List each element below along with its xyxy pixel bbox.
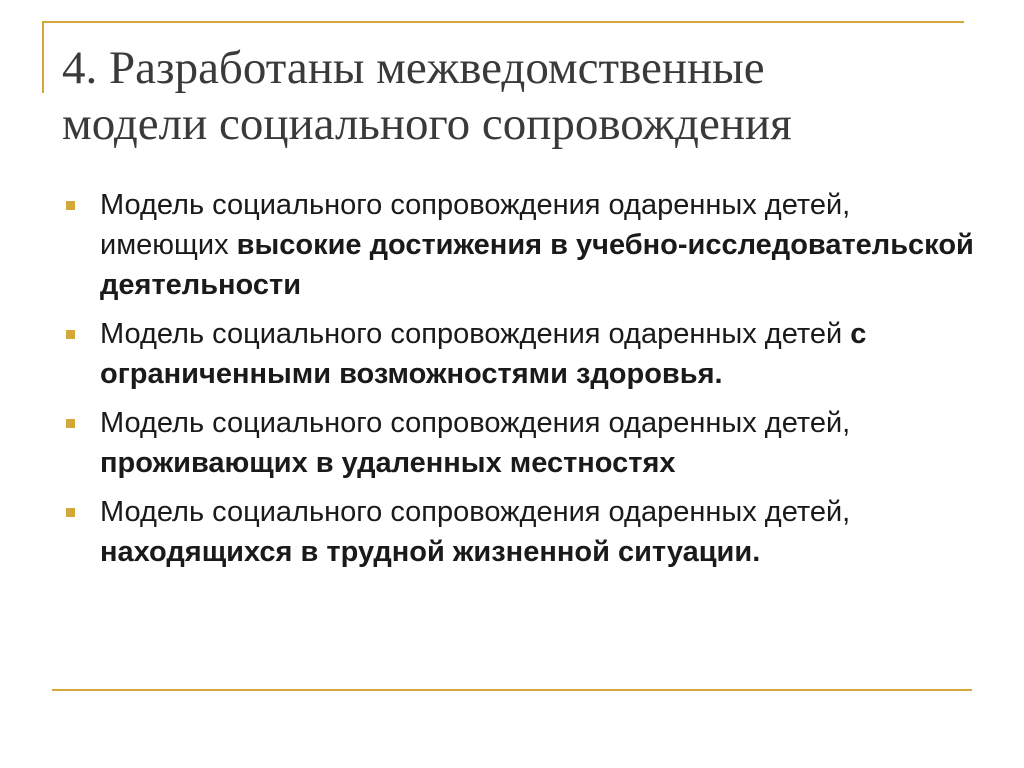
bullet-plain-text: Модель социального сопровождения одаренных детей, <box>100 496 851 528</box>
left-rule <box>42 21 44 93</box>
bullet-text <box>100 318 866 390</box>
bullet-bold-text: находящихся в трудной жизненной ситуации. <box>100 536 761 568</box>
bullet-item-3 <box>62 403 982 483</box>
bullet-bold-text: проживающих в удаленных местностях <box>100 447 676 479</box>
bullet-text <box>100 189 974 301</box>
bullet-plain-text: Модель социального сопровождения одаренных детей, <box>100 407 851 439</box>
bullet-text <box>100 496 850 568</box>
bottom-rule <box>52 689 972 691</box>
square-bullet-icon <box>66 419 75 428</box>
square-bullet-icon <box>66 508 75 517</box>
square-bullet-icon <box>66 201 75 210</box>
title-line-1: 4. Разработаны межведомственные <box>62 42 765 94</box>
bullet-item-2 <box>62 314 982 394</box>
bullet-bold-text: с ограниченными возможностями здоровья. <box>100 318 867 390</box>
bullet-bold-text: высокие достижения в учебно-исследовательской деятельности <box>100 229 974 301</box>
title-line-2: модели социального сопровождения <box>62 98 792 150</box>
slide-title <box>62 40 1002 152</box>
top-rule <box>42 21 964 23</box>
bullet-list <box>62 185 982 581</box>
square-bullet-icon <box>66 330 75 339</box>
bullet-plain-text: Модель социального сопровождения одаренных детей <box>100 318 851 350</box>
bullet-item-4 <box>62 492 982 572</box>
bullet-item-1 <box>62 185 982 305</box>
bullet-text <box>100 407 850 479</box>
bullet-plain-text: Модель социального сопровождения одаренных детей, имеющих <box>100 189 851 261</box>
